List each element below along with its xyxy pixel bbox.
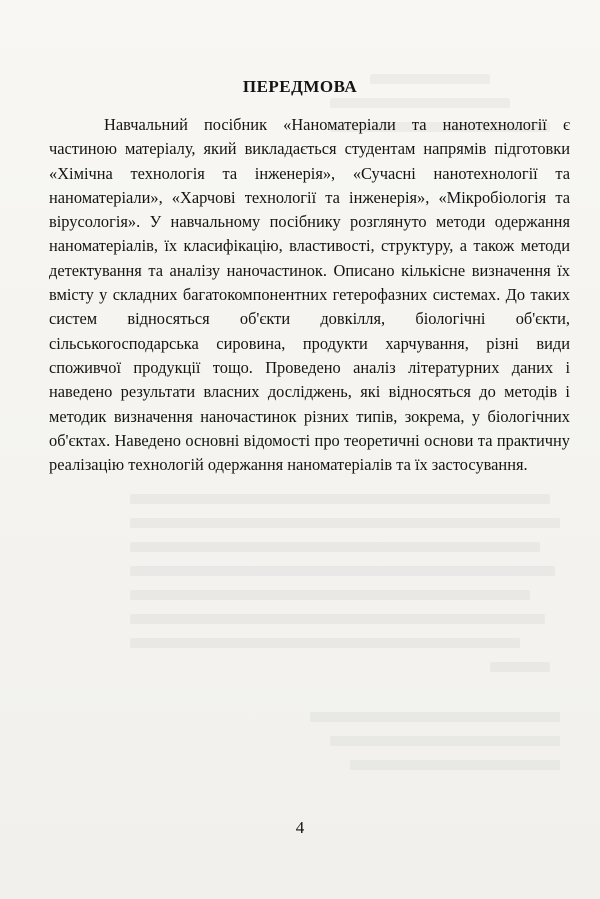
preface-paragraph: Навчальний посібник «Наноматеріали та нанотехнології є частиною матеріалу, який викладається студентам напрямів підготовки «Хімічна технологія та інженерія», «Сучасні нанотехнології та наноматеріали», «Харчові технології та інженерія», «Мікробіологія та вірусологія». У навчальному посібнику розглянуто методи одержання наноматеріалів, їх класифікацію, властивості, структуру, а також методи детектування та аналізу наночастинок. Описано кількісне визначення їх вмісту у складних багатокомпонентних гетерофазних системах. До таких систем відносяться об'єкти довкілля, біологічні об'єкти, сільськогосподарська сировина, продукти харчування, різні види споживчої продукції тощо. Проведено аналіз літературних даних і наведено результати власних досліджень, які відносяться до методів і методик визначення наночастинок різних типів, зокрема, у біологічних об'єктах. Наведено основні відомості про теоретичні основи та практичну реалізацію технологій одержання наноматеріалів та їх застосування. [49, 115, 570, 475]
reverse-side-bleed-bottom [130, 480, 570, 784]
page-title: ПЕРЕДМОВА [242, 77, 358, 96]
page-number: 4 [295, 818, 305, 837]
